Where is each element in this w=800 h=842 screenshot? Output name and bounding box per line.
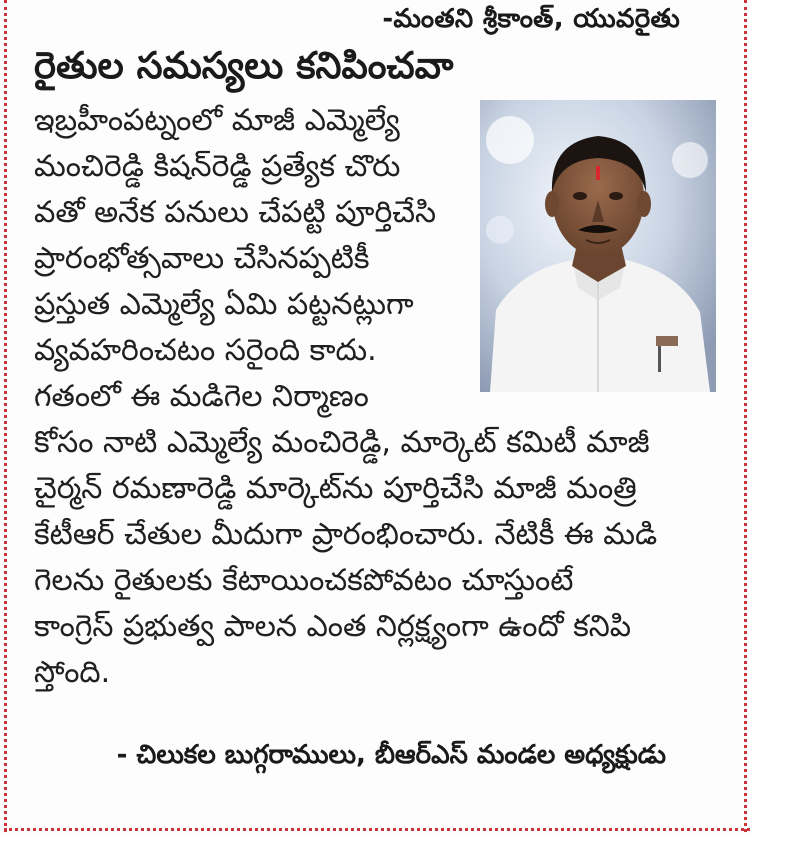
text-line: కోసం నాటి ఎమ్మెల్యే మంచిరెడ్డి, మార్కెట్ కమిటీ మాజీ [34,425,650,460]
headline: రైతుల సమస్యలు కనిపించవా [34,44,454,87]
paragraph-wide [34,420,724,696]
text-line: కాంగ్రెస్ ప్రభుత్వ పాలన ఎంత నిర్లక్ష్యంగా ఉందో కనిపి [34,609,632,644]
dotted-border-right [744,0,747,832]
text-line: వతో అనేక పనులు చేపట్టి పూర్తిచేసి [34,195,437,230]
text-line: ప్రస్తుత ఎమ్మెల్యే ఏమి పట్టనట్లుగా [34,287,414,322]
text-line: వ్యవహరించటం సరైంది కాదు. [34,333,377,368]
text-line: గెలను రైతులకు కేటాయించకపోవటం చూస్తుంటే [34,563,574,598]
portrait-photo [480,100,716,392]
text-line: స్తోంది. [34,655,111,690]
text-line: గతంలో ఈ మడిగెల నిర్మాణం [34,379,369,414]
text-line: ప్రారంభోత్సవాలు చేసినప్పటికీ [34,241,370,276]
text-line: మంచిరెడ్డి కిషన్‌రెడ్డి ప్రత్యేక చొరు [34,149,401,184]
text-line: కేటీఆర్ చేతుల మీదుగా ప్రారంభించారు. నేటికీ ఈ మడి [34,517,658,552]
text-line: ఇబ్రహీంపట్నంలో మాజీ ఎమ్మెల్యే [34,103,400,138]
bottom-credit: - చిలుకల బుగ్గరాములు, బీఆర్ఎస్ మండల అధ్యక్షుడు [116,740,666,770]
dotted-border-left [4,0,7,832]
man-portrait-icon [480,100,716,392]
text-line: చైర్మన్ రమణారెడ్డి మార్కెట్‌ను పూర్తిచేసి మాజీ మంత్రి [34,471,637,506]
top-credit: -మంతని శ్రీకాంత్, యువరైతు [382,4,680,34]
paragraph-narrow [34,98,474,420]
dotted-border-bottom [4,828,750,831]
